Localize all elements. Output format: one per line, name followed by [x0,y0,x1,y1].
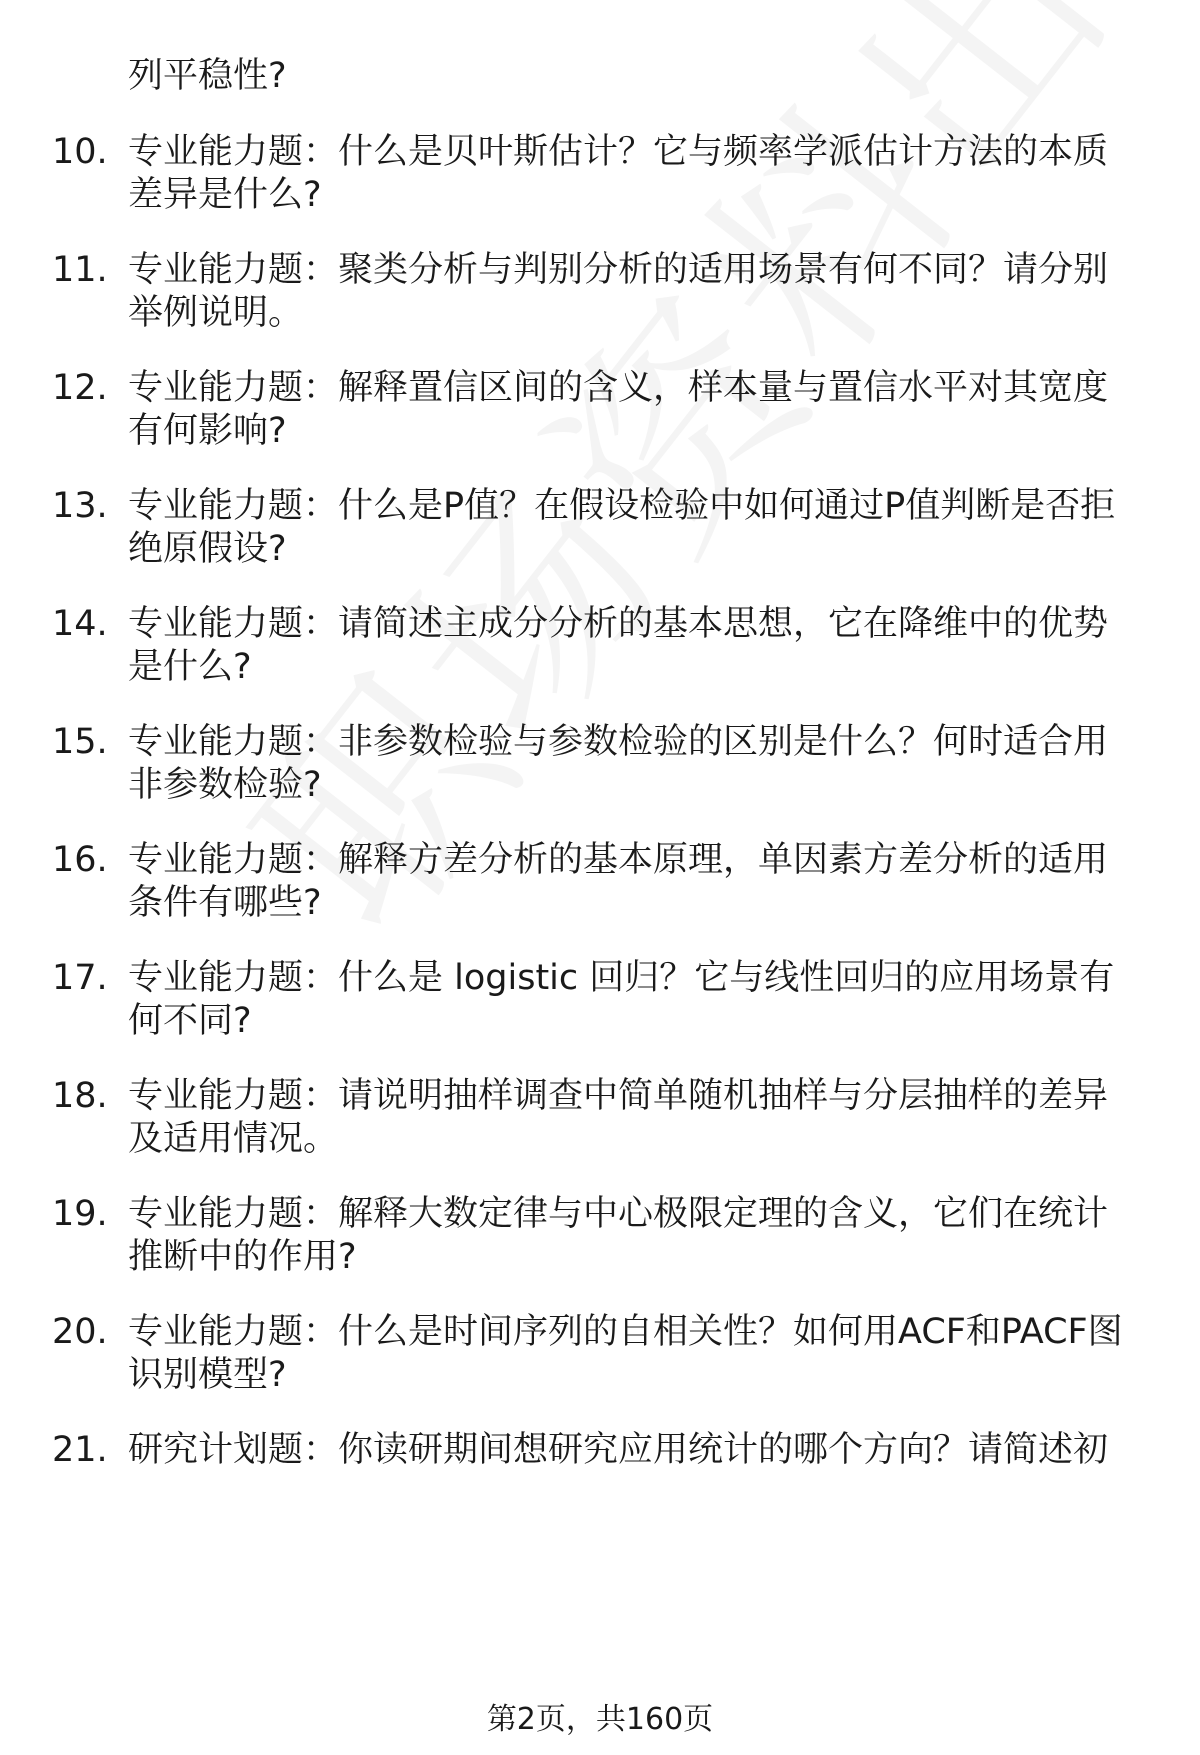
question-text-line1: 专业能力题：什么是 logistic 回归？它与线性回归的应用场景有 [128,958,1115,998]
question-number: 14. [52,604,108,644]
question-text-line2: 绝原假设? [128,529,287,569]
continuation-text: 列平稳性? [128,56,287,96]
question-number: 21. [52,1430,108,1470]
question-text-line1: 专业能力题：解释置信区间的含义，样本量与置信水平对其宽度 [128,368,1109,408]
question-number: 15. [52,722,108,762]
question-text-line2: 推断中的作用? [128,1237,357,1277]
question-text-line1: 专业能力题：非参数检验与参数检验的区别是什么？何时适合用 [128,722,1109,762]
question-number: 10. [52,132,108,172]
question-number: 19. [52,1194,108,1234]
question-number: 17. [52,958,108,998]
question-text-line2: 是什么? [128,647,252,687]
question-text-line1: 专业能力题：什么是贝叶斯估计？它与频率学派估计方法的本质 [128,132,1109,172]
question-text-line1: 专业能力题：什么是时间序列的自相关性？如何用ACF和PACF图 [128,1312,1123,1352]
question-text-line2: 非参数检验? [128,765,322,805]
question-text-line2: 有何影响? [128,411,287,451]
question-text-line1: 专业能力题：请说明抽样调查中简单随机抽样与分层抽样的差异 [128,1076,1109,1116]
question-text-line2: 何不同? [128,1001,252,1041]
question-text-line2: 识别模型? [128,1355,287,1395]
question-number: 13. [52,486,108,526]
question-number: 16. [52,840,108,880]
question-text-line1: 专业能力题：请简述主成分分析的基本思想，它在降维中的优势 [128,604,1109,644]
question-text-line2: 差异是什么? [128,175,322,215]
question-number: 18. [52,1076,108,1116]
question-text-line1: 专业能力题：什么是P值？在假设检验中如何通过P值判断是否拒 [128,486,1116,526]
question-text-line2: 条件有哪些? [128,883,322,923]
question-text-line1: 专业能力题：解释方差分析的基本原理，单因素方差分析的适用 [128,840,1109,880]
question-number: 20. [52,1312,108,1352]
question-text-line2: 举例说明。 [128,293,304,333]
question-text-line1: 专业能力题：解释大数定律与中心极限定理的含义，它们在统计 [128,1194,1109,1234]
question-text-line2: 及适用情况。 [128,1119,339,1159]
question-number: 11. [52,250,108,290]
question-text-line1: 专业能力题：聚类分析与判别分析的适用场景有何不同？请分别 [128,250,1109,290]
page-footer: 第2页，共160页 [486,1702,714,1737]
question-text-line1: 研究计划题：你读研期间想研究应用统计的哪个方向？请简述初 [128,1430,1109,1470]
question-number: 12. [52,368,108,408]
